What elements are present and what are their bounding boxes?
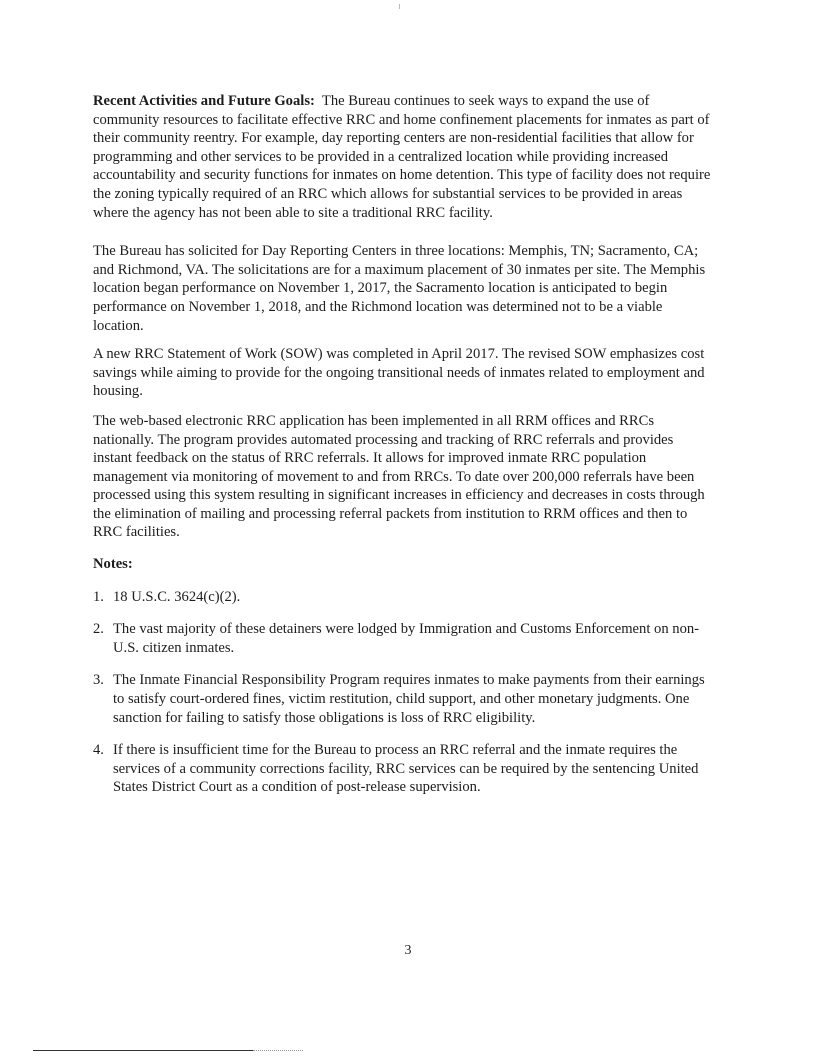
note-item [93, 741, 713, 797]
note-text: The Inmate Financial Responsibility Program requires inmates to make payments from their earnings to satisfy court-ordered fines, victim restitution, child support, and other monetary judgments. One sanction for failing to satisfy those obligations is loss of RRC eligibility. [113, 672, 705, 726]
note-text: The vast majority of these detainers were lodged by Immigration and Customs Enforcement on non-U.S. citizen inmates. [113, 621, 700, 656]
note-text: 18 U.S.C. 3624(c)(2). [113, 588, 241, 605]
note-item [93, 588, 713, 607]
section-lead: Recent Activities and Future Goals: [93, 93, 315, 109]
note-number: 1. [93, 588, 104, 605]
note-text: If there is insufficient time for the Bureau to process an RRC referral and the inmate requires the services of a community corrections facility, RRC services can be required by the sentencing United States District Court as a condition of post-release supervision. [113, 742, 699, 796]
note-item [93, 671, 713, 727]
note-item [93, 620, 713, 657]
note-number: 4. [93, 742, 104, 759]
section-intro-paragraph [93, 92, 713, 222]
body-paragraph: The Bureau has solicited for Day Reporting Centers in three locations: Memphis, TN; Sacramento, CA; and Richmond, VA. The solicitations are for a maximum placement of 30 inmates per site. The Memphis location began performance on November 1, 2017, the Sacramento location is anticipated to begin performance on November 1, 2018, and the Richmond location was determined not to be a viable location. [93, 243, 706, 334]
page-number: 3 [404, 943, 412, 958]
note-number: 2. [93, 621, 104, 638]
section-intro-text: The Bureau continues to seek ways to expand the use of community resources to facilitate effective RRC and home confinement placements for inmates as part of their community reentry. For example, day reporting centers are non-residential facilities that allow for programming and other services to be provided in a centralized location while providing increased accountability and security functions for inmates on home detention. This type of facility does not require the zoning typically required of an RRC which allows for substantial services to be provided in areas where the agency has not been able to site a traditional RRC facility. [93, 93, 711, 221]
body-paragraph: A new RRC Statement of Work (SOW) was completed in April 2017. The revised SOW emphasizes cost savings while aiming to provide for the ongoing transitional needs of inmates related to employment and housing. [93, 346, 705, 400]
note-number: 3. [93, 672, 104, 689]
notes-list [93, 588, 713, 797]
body-paragraph: The web-based electronic RRC application has been implemented in all RRM offices and RRCs nationally. The program provides automated processing and tracking of RRC referrals and provides instant feedback on the status of RRC referrals. It allows for improved inmate RRC population management via monitoring of movement to and from RRCs. To date over 200,000 referrals have been processed using this system resulting in significant increases in efficiency and decreases in costs through the elimination of mailing and processing referral packets from institution to RRM offices and then to RRC facilities. [93, 412, 705, 541]
footer-rule [33, 1050, 253, 1051]
footer-rule-faint [253, 1050, 303, 1051]
page-content [93, 92, 713, 811]
scan-mark [399, 4, 400, 9]
notes-heading: Notes: [93, 556, 133, 573]
